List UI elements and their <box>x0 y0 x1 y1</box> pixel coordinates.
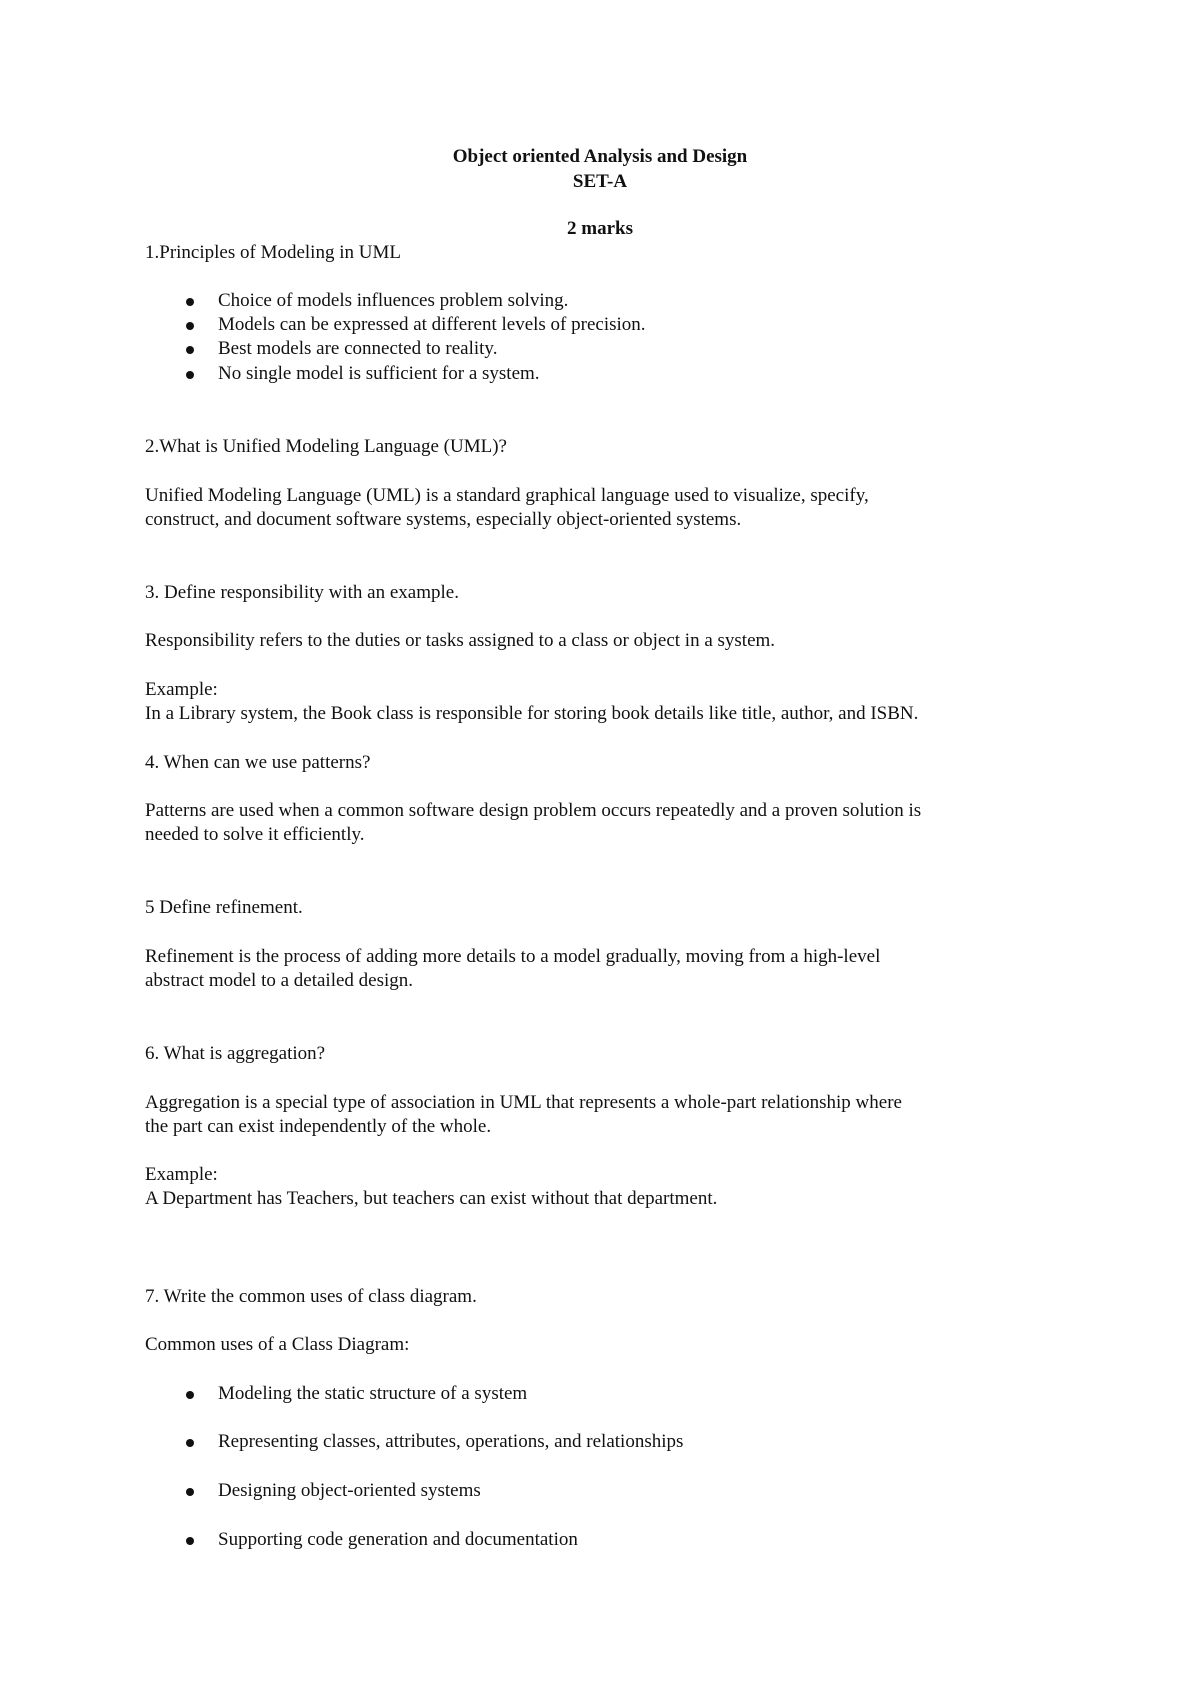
bullet-icon <box>186 1391 194 1399</box>
q1-bullet-1: Choice of models influences problem solving. <box>218 290 569 311</box>
q6-answer-line-2: the part can exist independently of the whole. <box>145 1116 492 1137</box>
bullet-icon <box>186 371 194 379</box>
q5-answer-line-2: abstract model to a detailed design. <box>145 970 414 991</box>
q3-example-label: Example: <box>145 679 218 700</box>
question-2: 2.What is Unified Modeling Language (UML)? <box>145 436 507 457</box>
q6-answer-line-1: Aggregation is a special type of association in UML that represents a whole-part relationship where <box>145 1092 902 1113</box>
bullet-icon <box>186 298 194 306</box>
bullet-icon <box>186 1439 194 1447</box>
question-3: 3. Define responsibility with an example. <box>145 582 459 603</box>
q5-answer-line-1: Refinement is the process of adding more details to a model gradually, moving from a high-level <box>145 946 881 967</box>
bullet-icon <box>186 322 194 330</box>
q6-example-text: A Department has Teachers, but teachers can exist without that department. <box>145 1188 718 1209</box>
q3-example-text: In a Library system, the Book class is responsible for storing book details like title, author, and ISBN. <box>145 703 919 724</box>
q7-bullet-1: Modeling the static structure of a system <box>218 1383 528 1404</box>
doc-set: SET-A <box>572 171 628 192</box>
q1-bullet-3: Best models are connected to reality. <box>218 338 498 359</box>
bullet-icon <box>186 1488 194 1496</box>
question-6: 6. What is aggregation? <box>145 1043 326 1064</box>
q7-intro: Common uses of a Class Diagram: <box>145 1334 410 1355</box>
q4-answer-line-2: needed to solve it efficiently. <box>145 824 365 845</box>
doc-marks: 2 marks <box>567 218 633 239</box>
q3-answer: Responsibility refers to the duties or tasks assigned to a class or object in a system. <box>145 630 776 651</box>
q6-example-label: Example: <box>145 1164 218 1185</box>
q7-bullet-2: Representing classes, attributes, operations, and relationships <box>218 1431 684 1452</box>
q2-answer-line-2: construct, and document software systems, especially object-oriented systems. <box>145 509 742 530</box>
doc-title: Object oriented Analysis and Design <box>452 146 748 167</box>
bullet-icon <box>186 346 194 354</box>
bullet-icon <box>186 1537 194 1545</box>
question-1: 1.Principles of Modeling in UML <box>145 242 401 263</box>
q2-answer-line-1: Unified Modeling Language (UML) is a standard graphical language used to visualize, specify, <box>145 485 869 506</box>
q1-bullet-4: No single model is sufficient for a system. <box>218 363 540 384</box>
q1-bullet-2: Models can be expressed at different levels of precision. <box>218 314 646 335</box>
q7-bullet-4: Supporting code generation and documentation <box>218 1529 578 1550</box>
question-4: 4. When can we use patterns? <box>145 752 371 773</box>
question-7: 7. Write the common uses of class diagram. <box>145 1286 477 1307</box>
q7-bullet-3: Designing object-oriented systems <box>218 1480 481 1501</box>
question-5: 5 Define refinement. <box>145 897 303 918</box>
q4-answer-line-1: Patterns are used when a common software design problem occurs repeatedly and a proven solution is <box>145 800 922 821</box>
